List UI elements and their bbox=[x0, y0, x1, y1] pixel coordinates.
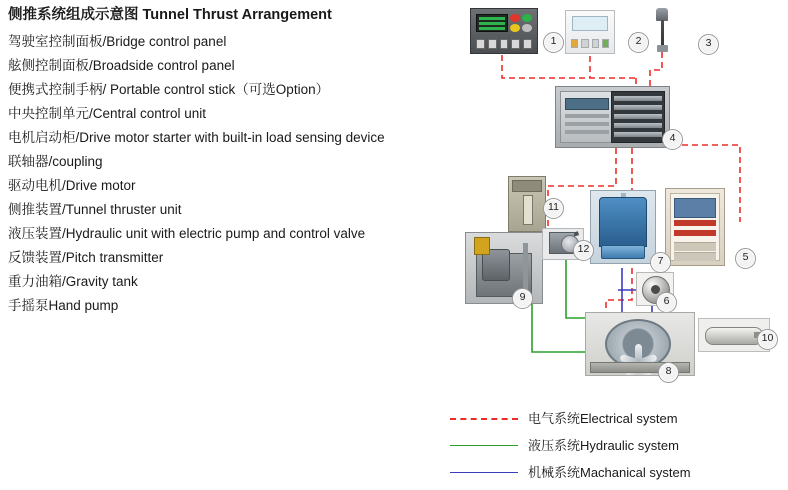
panel-buttons bbox=[476, 39, 532, 49]
legend-row-mechanical bbox=[450, 459, 780, 486]
thruster-body bbox=[599, 197, 647, 247]
hydraulic-pipe bbox=[523, 243, 528, 289]
legend-label-mechanical: 机械系统Machanical system bbox=[528, 465, 691, 480]
list-item: 舷侧控制面板/Broadside control panel bbox=[8, 58, 235, 73]
equipment-broadside-control-panel[interactable] bbox=[565, 10, 615, 54]
panel-display bbox=[572, 16, 608, 31]
cabinet-rack bbox=[611, 91, 665, 143]
legend-label-hydraulic: 液压系统Hydraulic system bbox=[528, 438, 679, 453]
callout-3[interactable]: 3 bbox=[698, 34, 719, 55]
callout-5[interactable]: 5 bbox=[735, 248, 756, 269]
list-item: 电机启动柜/Drive motor starter with built-in load sensing device bbox=[8, 130, 385, 145]
stick-plug bbox=[657, 45, 668, 52]
indicator-lamps bbox=[510, 14, 532, 32]
equipment-drive-motor-starter[interactable] bbox=[665, 188, 725, 266]
cabinet-meter bbox=[565, 98, 609, 110]
legend-row-hydraulic bbox=[450, 432, 780, 459]
callout-6[interactable]: 6 bbox=[656, 292, 677, 313]
callout-2[interactable]: 2 bbox=[628, 32, 649, 53]
legend-swatch-electrical bbox=[450, 418, 518, 420]
legend-swatch-hydraulic bbox=[450, 445, 518, 446]
tank-gauge bbox=[523, 195, 533, 225]
list-item: 联轴器/coupling bbox=[8, 154, 103, 169]
list-item: 驱动电机/Drive motor bbox=[8, 178, 136, 193]
legend bbox=[450, 405, 780, 486]
starter-display bbox=[674, 198, 716, 218]
thruster-blades bbox=[601, 245, 645, 259]
wire-electrical-1 bbox=[502, 55, 636, 78]
wire-electrical-3 bbox=[650, 52, 662, 86]
legend-label-electrical: 电气系统Electrical system bbox=[528, 411, 678, 426]
panel-buttons bbox=[571, 39, 609, 48]
callout-4[interactable]: 4 bbox=[662, 129, 683, 150]
cabinet-row bbox=[565, 130, 609, 134]
callout-9[interactable]: 9 bbox=[512, 288, 533, 309]
equipment-gravity-tank[interactable] bbox=[508, 176, 546, 232]
list-item: 手摇泵Hand pump bbox=[8, 298, 119, 313]
panel-display bbox=[476, 14, 508, 32]
list-item: 液压装置/Hydraulic unit with electric pump and control valve bbox=[8, 226, 366, 241]
page-title: 侧推系统组成示意图 Tunnel Thrust Arrangement bbox=[8, 7, 332, 23]
list-item: 中央控制单元/Central control unit bbox=[8, 106, 207, 121]
callout-1[interactable]: 1 bbox=[543, 32, 564, 53]
callout-7[interactable]: 7 bbox=[650, 252, 671, 273]
equipment-central-control-unit[interactable] bbox=[555, 86, 670, 148]
propeller-blades bbox=[618, 324, 658, 364]
equipment-tunnel-thruster-unit[interactable] bbox=[590, 190, 656, 264]
equipment-bridge-control-panel[interactable] bbox=[470, 8, 538, 54]
list-item: 侧推装置/Tunnel thruster unit bbox=[8, 202, 182, 217]
equipment-portable-control-stick[interactable] bbox=[650, 6, 676, 52]
list-item: 重力油箱/Gravity tank bbox=[8, 274, 138, 289]
callout-11[interactable]: 11 bbox=[543, 198, 564, 219]
legend-row-electrical bbox=[450, 405, 780, 432]
starter-bar bbox=[674, 220, 716, 226]
component-list bbox=[8, 6, 458, 318]
starter-row bbox=[674, 252, 716, 261]
coupling-hub bbox=[651, 285, 660, 294]
wire-hydraulic-12 bbox=[552, 258, 592, 318]
legend-swatch-mechanical bbox=[450, 472, 518, 473]
starter-row bbox=[674, 242, 716, 251]
tank-lid bbox=[512, 180, 542, 192]
cabinet-row bbox=[565, 114, 609, 118]
control-valve bbox=[474, 237, 490, 255]
callout-8[interactable]: 8 bbox=[658, 362, 679, 383]
list-item: 便携式控制手柄/ Portable control stick（可选Option） bbox=[8, 82, 330, 97]
starter-bar bbox=[674, 230, 716, 236]
starter-panel bbox=[670, 193, 720, 261]
cabinet-door bbox=[560, 91, 614, 143]
callout-12[interactable]: 12 bbox=[573, 240, 594, 261]
equipment-drive-motor[interactable] bbox=[585, 312, 695, 376]
list-item: 反馈装置/Pitch transmitter bbox=[8, 250, 164, 265]
wire-hydraulic-9-8 bbox=[532, 300, 588, 352]
callout-10[interactable]: 10 bbox=[757, 329, 778, 350]
list-item: 驾驶室控制面板/Bridge control panel bbox=[8, 34, 227, 49]
cabinet-row bbox=[565, 122, 609, 126]
